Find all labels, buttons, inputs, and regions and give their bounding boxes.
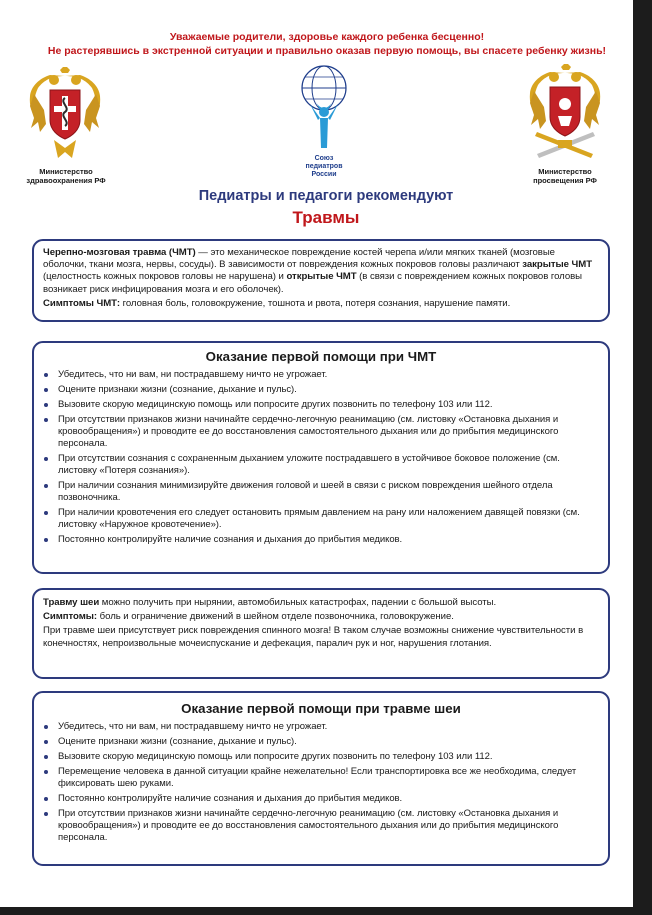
bullet-icon — [44, 812, 48, 816]
list-item — [34, 808, 596, 844]
neck-first-aid-list — [34, 721, 608, 844]
pediatricians-union-caption-line-3: России — [311, 171, 337, 178]
bullet-icon — [44, 725, 48, 729]
list-item — [34, 534, 596, 546]
ministry-health-caption-line-1: Министерство — [39, 167, 93, 176]
list-item — [34, 751, 596, 763]
ministry-education-caption-line-1: Министерство — [538, 167, 592, 176]
neck-symptoms-term: Симптомы: — [43, 611, 98, 623]
ministry-education-emblem-icon — [527, 64, 603, 162]
bullet-icon — [44, 538, 48, 542]
tbi-definition-paragraph — [43, 247, 599, 296]
bullet-icon — [44, 511, 48, 515]
neck-trauma-box — [32, 588, 610, 679]
list-item-text: При наличии сознания минимизируйте движения головой и шеей в связи с риском повреждения шейного отдела позвоночника. — [58, 480, 553, 503]
header-line-1: Уважаемые родители, здоровье каждого ребенка бесценно! — [169, 31, 485, 43]
tbi-first-aid-list — [34, 369, 608, 546]
header — [20, 30, 634, 58]
neck-first-aid-title: Оказание первой помощи при травме шеи — [181, 701, 461, 716]
ministry-health-caption-line-2: здравоохранения РФ — [26, 176, 106, 185]
list-item — [34, 721, 596, 733]
bullet-icon — [44, 770, 48, 774]
list-item-text: Оцените признаки жизни (сознание, дыхание и пульс). — [58, 736, 297, 747]
list-item-text: Постоянно контролируйте наличие сознания и дыхания до прибытия медиков. — [58, 534, 403, 545]
neck-symptoms-text: боль и ограничение движений в шейном отделе позвоночника, головокружение. — [97, 611, 454, 623]
closed-tbi-term: закрытые ЧМТ — [522, 259, 592, 271]
bullet-icon — [44, 418, 48, 422]
list-item-text: Вызовите скорую медицинскую помощь или попросите других позвонить по телефону 103 или 112. — [58, 399, 493, 410]
list-item-text: Оцените признаки жизни (сознание, дыхание и пульс). — [58, 384, 297, 395]
list-item-text: При отсутствии признаков жизни начинайте сердечно-легочную реанимацию (см. листовку «Остановка дыхания и кровообращения») и проводите ее до восстановления самостоятельного дыхания или до прибытия медицинского персонала. — [58, 808, 559, 843]
page-subtitle: Педиатры и педагоги рекомендуют — [198, 188, 454, 204]
ministry-education-caption — [520, 167, 610, 185]
open-tbi-text: (в связи с повреждением кожных покровов головы возникает риск инфицирования мозга и его оболочек). — [43, 271, 583, 295]
neck-trauma-paragraph — [43, 597, 599, 609]
list-item-text: Постоянно контролируйте наличие сознания и дыхания до прибытия медиков. — [58, 793, 403, 804]
list-item — [34, 453, 596, 477]
bullet-icon — [44, 755, 48, 759]
pediatricians-union-caption-line-2: педиатров — [305, 163, 343, 170]
bullet-icon — [44, 388, 48, 392]
list-item — [34, 793, 596, 805]
bullet-icon — [44, 403, 48, 407]
list-item — [34, 766, 596, 790]
list-item — [34, 480, 596, 504]
list-item — [34, 414, 596, 450]
tbi-definition-text: — это механическое повреждение костей черепа и/или мягких тканей (мозговые оболочки, ткани мозга, нервы, сосуды). В зависимости от повреждения кожных покровов головы различают — [43, 247, 555, 271]
list-item-text: При отсутствии сознания с сохраненным дыханием уложите пострадавшего в устойчивое боковое положение (см. листовку «Потеря сознания»). — [58, 453, 560, 476]
bullet-icon — [44, 484, 48, 488]
tbi-definition-box — [32, 239, 610, 322]
bullet-icon — [44, 457, 48, 461]
list-item-text: При наличии кровотечения его следует остановить прямым давлением на рану или наложением давящей повязки (см. листовку «Наружное кровотечение»). — [58, 507, 580, 530]
list-item — [34, 736, 596, 748]
pediatricians-union-logo-icon — [296, 62, 352, 158]
tbi-symptoms-term: Симптомы ЧМТ: — [43, 297, 120, 309]
neck-risk-paragraph: При травме шеи присутствует риск повреждения спинного мозга! В таком случае возможны снижение чувствительности в конечностях, непроизвольные мочеиспускание и дефекация, паралич рук и ног, нарушения глотания. — [43, 625, 584, 649]
bullet-icon — [44, 740, 48, 744]
list-item — [34, 384, 596, 396]
list-item — [34, 369, 596, 381]
list-item-text: Перемещение человека в данной ситуации крайне нежелательно! Если транспортировка все же необходима, следует фиксировать шею руками. — [58, 766, 577, 789]
ministry-health-caption — [16, 167, 116, 185]
closed-tbi-text: (целостность кожных покровов головы не нарушена) и — [43, 271, 287, 283]
list-item-text: Вызовите скорую медицинскую помощь или попросите других позвонить по телефону 103 или 112. — [58, 751, 493, 762]
tbi-term: Черепно-мозговая травма (ЧМТ) — [43, 247, 196, 258]
ministry-education-caption-line-2: просвещения РФ — [533, 176, 597, 185]
open-tbi-term: открытые ЧМТ — [286, 271, 357, 283]
bullet-icon — [44, 373, 48, 377]
list-item-text: При отсутствии признаков жизни начинайте сердечно-легочную реанимацию (см. листовку «Остановка дыхания и кровообращения») и проводите ее до восстановления самостоятельного дыхания или до прибытия медицинского персонала. — [58, 414, 559, 449]
tbi-first-aid-box — [32, 341, 610, 574]
neck-symptoms-paragraph — [43, 611, 599, 623]
header-line-2: Не растерявшись в экстренной ситуации и правильно оказав первую помощь, вы спасете ребенку жизнь! — [47, 45, 607, 57]
list-item-text: Убедитесь, что ни вам, ни пострадавшему ничто не угрожает. — [58, 721, 328, 732]
right-edge-strip — [633, 0, 652, 915]
ministry-health-emblem-icon — [28, 66, 102, 162]
neck-first-aid-box — [32, 691, 610, 866]
bottom-edge-strip — [0, 907, 652, 915]
neck-trauma-term: Травму шеи — [43, 597, 100, 608]
bullet-icon — [44, 797, 48, 801]
list-item — [34, 399, 596, 411]
tbi-symptoms-text: головная боль, головокружение, тошнота и рвота, потеря сознания, нарушение памяти. — [120, 297, 511, 309]
pediatricians-union-caption-line-1: Союз — [314, 155, 334, 162]
tbi-first-aid-title: Оказание первой помощи при ЧМТ — [205, 349, 437, 364]
pediatricians-union-caption — [294, 155, 354, 179]
list-item — [34, 507, 596, 531]
page-title: Травмы — [292, 208, 360, 227]
list-item-text: Убедитесь, что ни вам, ни пострадавшему ничто не угрожает. — [58, 369, 328, 380]
neck-trauma-text: можно получить при нырянии, автомобильных катастрофах, падении с большой высоты. — [99, 597, 497, 608]
tbi-symptoms-paragraph — [43, 298, 599, 310]
